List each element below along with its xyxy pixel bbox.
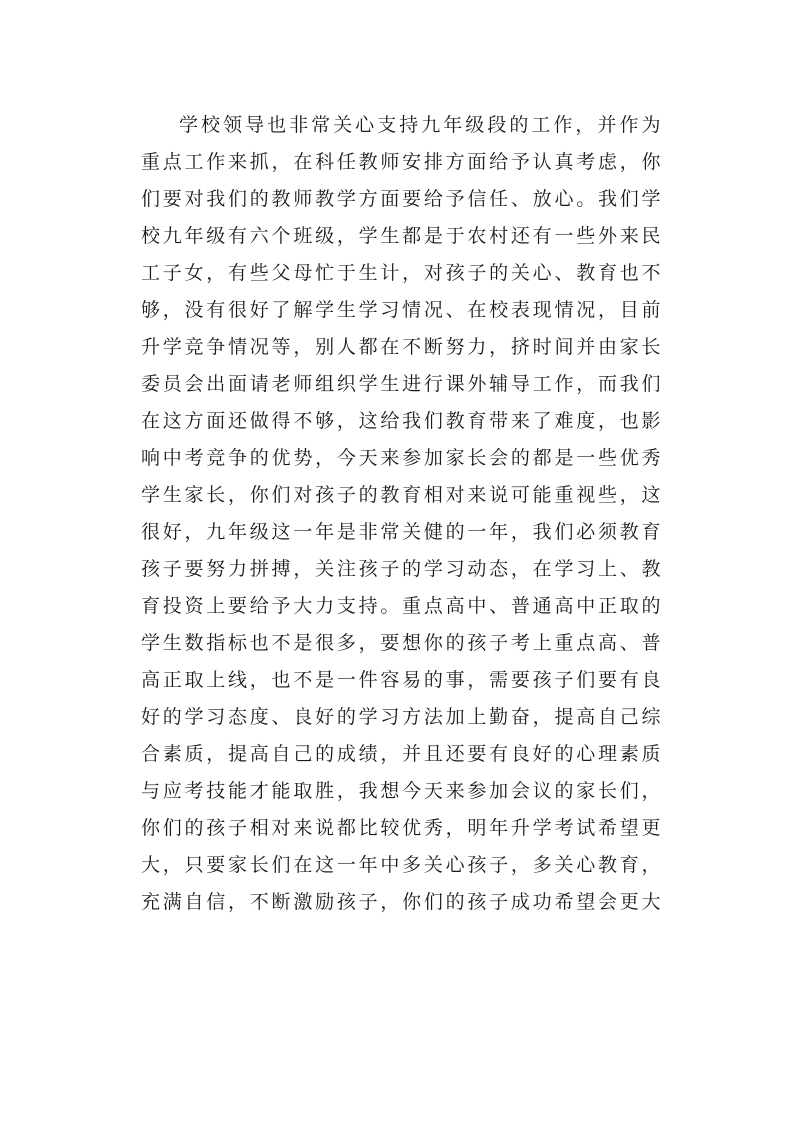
text-line: 校九年级有六个班级，学生都是于农村还有一些外来民 bbox=[141, 225, 661, 247]
text-line: 响中考竞争的优势，今天来参加家长会的都是一些优秀 bbox=[141, 447, 661, 469]
text-line: 学生家长，你们对孩子的教育相对来说可能重视些，这 bbox=[141, 484, 661, 506]
text-line: 高正取上线，也不是一件容易的事，需要孩子们要有良 bbox=[141, 669, 661, 691]
text-line: 够，没有很好了解学生学习情况、在校表现情况，目前 bbox=[141, 299, 661, 321]
text-line: 好的学习态度、良好的学习方法加上勤奋，提高自己综 bbox=[141, 706, 661, 728]
text-line: 育投资上要给予大力支持。重点高中、普通高中正取的 bbox=[141, 595, 661, 617]
text-line: 学校领导也非常关心支持九年级段的工作，并作为 bbox=[179, 114, 661, 136]
text-line: 合素质，提高自己的成绩，并且还要有良好的心理素质 bbox=[141, 743, 661, 765]
text-line: 很好，九年级这一年是非常关健的一年，我们必须教育 bbox=[141, 521, 661, 543]
text-line: 们要对我们的教师教学方面要给予信任、放心。我们学 bbox=[141, 188, 661, 210]
text-line: 与应考技能才能取胜，我想今天来参加会议的家长们， bbox=[141, 780, 661, 802]
text-line: 重点工作来抓，在科任教师安排方面给予认真考虑，你 bbox=[141, 151, 661, 173]
text-line: 充满自信，不断激励孩子，你们的孩子成功希望会更大 bbox=[141, 891, 661, 913]
text-line: 在这方面还做得不够，这给我们教育带来了难度，也影 bbox=[141, 410, 661, 432]
text-line: 孩子要努力拼搏，关注孩子的学习动态，在学习上、教 bbox=[141, 558, 661, 580]
text-line: 升学竞争情况等，别人都在不断努力，挤时间并由家长 bbox=[141, 336, 661, 358]
body-paragraph bbox=[141, 107, 661, 921]
text-line: 学生数指标也不是很多，要想你的孩子考上重点高、普 bbox=[141, 632, 661, 654]
text-line: 委员会出面请老师组织学生进行课外辅导工作，而我们 bbox=[141, 373, 661, 395]
text-line: 大，只要家长们在这一年中多关心孩子，多关心教育， bbox=[141, 854, 661, 876]
text-line: 你们的孩子相对来说都比较优秀，明年升学考试希望更 bbox=[141, 817, 661, 839]
text-line: 工子女，有些父母忙于生计，对孩子的关心、教育也不 bbox=[141, 262, 661, 284]
